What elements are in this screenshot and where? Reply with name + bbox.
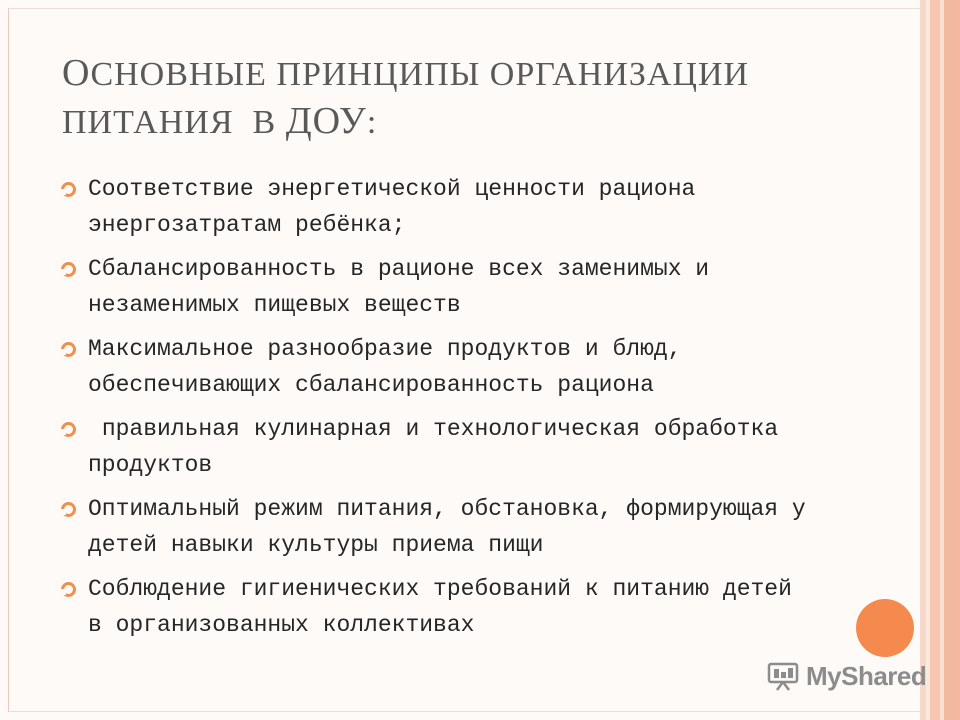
list-item	[58, 171, 818, 243]
bullet-text: Оптимальный режим питания, обстановка, формирующая у детей навыки культуры приема пищи	[88, 496, 806, 558]
decorative-stripe	[944, 0, 960, 720]
slide-title	[62, 50, 822, 146]
bullet-list	[58, 171, 818, 651]
bullet-ring-icon	[61, 262, 76, 277]
slide-title-line2	[62, 98, 822, 146]
list-item	[58, 251, 818, 323]
bullet-ring-icon	[61, 342, 76, 357]
bullet-text: Соответствие энергетической ценности рациона энергозатратам ребёнка;	[88, 176, 696, 238]
title-colon: :	[366, 104, 378, 141]
decorative-circle	[856, 599, 914, 657]
title-line2-text: ПИТАНИЯ В	[62, 104, 286, 141]
bullet-ring-icon	[61, 582, 76, 597]
title-line1-text: СНОВНЫЕ ПРИНЦИПЫ ОРГАНИЗАЦИИ	[90, 56, 750, 93]
bullet-ring-icon	[61, 182, 76, 197]
decorative-stripe	[930, 0, 940, 720]
title-initial-cap: О	[62, 52, 91, 94]
bullet-text: правильная кулинарная и технологическая обработка продуктов	[88, 416, 792, 478]
list-item	[58, 571, 818, 643]
watermark-text: MyShared	[806, 660, 927, 691]
list-item	[58, 411, 818, 483]
bullet-text: Соблюдение гигиенических требований к питанию детей в организованных коллективах	[88, 576, 792, 638]
list-item	[58, 331, 818, 403]
watermark	[766, 656, 926, 696]
bullet-text: Максимальное разнообразие продуктов и блюд, обеспечивающих сбалансированность рациона	[88, 336, 682, 398]
presentation-board-icon	[766, 659, 800, 693]
bullet-text: Сбалансированность в рационе всех заменимых и незаменимых пищевых веществ	[88, 256, 710, 318]
slide-title-line1	[62, 50, 822, 98]
bullet-ring-icon	[61, 502, 76, 517]
bullet-ring-icon	[61, 422, 76, 437]
list-item	[58, 491, 818, 563]
title-acronym: ДОУ	[285, 100, 367, 142]
